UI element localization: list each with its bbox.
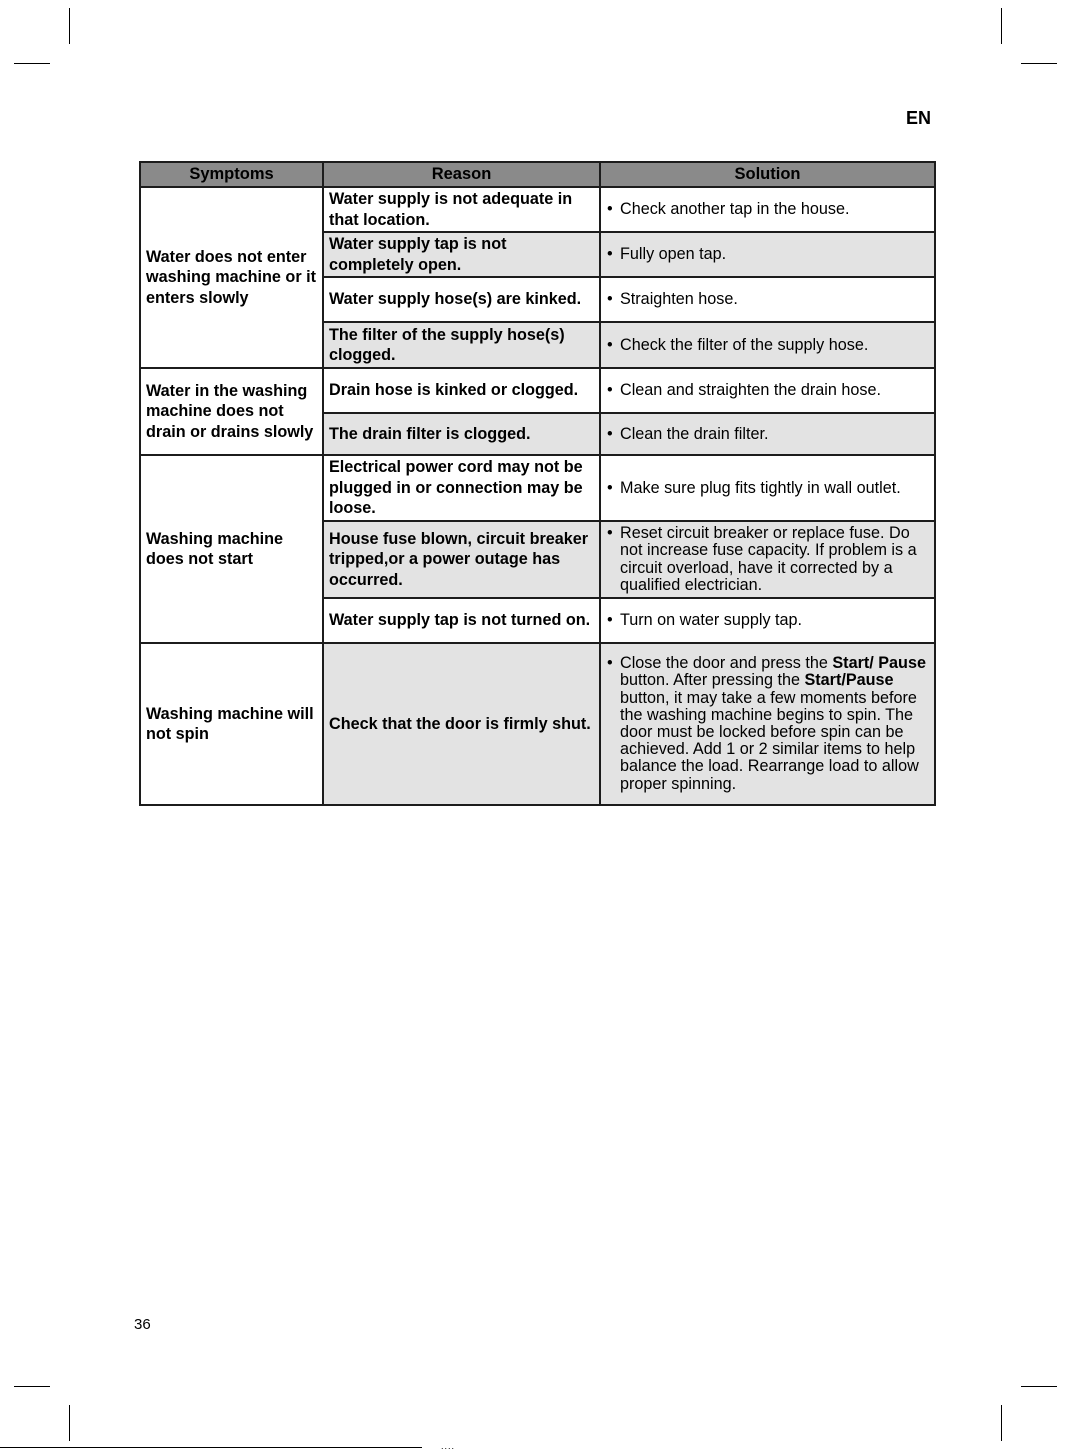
bullet-icon: • xyxy=(607,245,613,264)
footer-dots: .... xyxy=(441,1441,456,1451)
solution-text: Straighten hose. xyxy=(620,290,738,309)
reason-cell: The drain filter is clogged. xyxy=(323,413,600,455)
solution-text: Clean and straighten the drain hose. xyxy=(620,381,881,400)
reason-cell: House fuse blown, circuit breaker tripped,or a power outage has occurred. xyxy=(323,521,600,598)
bullet-icon: • xyxy=(607,654,613,673)
crop-mark xyxy=(1021,1386,1057,1387)
solution-text-part: Close the door and press the xyxy=(620,654,833,673)
symptom-cell: Washing machine will not spin xyxy=(140,643,323,805)
solution-cell xyxy=(600,521,935,598)
table-row xyxy=(140,643,935,805)
crop-mark xyxy=(14,63,50,64)
solution-text: Check another tap in the house. xyxy=(620,200,850,219)
reason-cell: Water supply is not adequate in that location. xyxy=(323,187,600,232)
solution-text-part: button, it may take a few moments before the washing machine begins to spin. The door must be locked before spin can be achieved. Add 1 or 2 similar items to help balance the load. Rearrange load to allow proper spinning. xyxy=(620,688,919,793)
symptom-cell: Water in the washing machine does not drain or drains slowly xyxy=(140,368,323,455)
start-pause-label: Start/Pause xyxy=(804,671,894,690)
solution-cell xyxy=(600,277,935,322)
bullet-icon: • xyxy=(607,611,613,630)
table-row xyxy=(140,187,935,232)
solution-cell xyxy=(600,368,935,413)
footer-rule xyxy=(0,1447,422,1448)
reason-cell: Electrical power cord may not be plugged in or connection may be loose. xyxy=(323,455,600,521)
solution-text: Reset circuit breaker or replace fuse. Do not increase fuse capacity. If problem is a circuit overload, have it corrected by a qualified electrician. xyxy=(620,524,917,594)
solution-text: Make sure plug fits tightly in wall outlet. xyxy=(620,478,901,497)
symptom-cell: Water does not enter washing machine or it enters slowly xyxy=(140,187,323,368)
solution-cell xyxy=(600,455,935,521)
crop-mark xyxy=(1021,63,1057,64)
bullet-icon: • xyxy=(607,381,613,400)
symptom-cell: Washing machine does not start xyxy=(140,455,323,643)
table-header-row xyxy=(140,162,935,187)
crop-mark xyxy=(14,1386,50,1387)
solution-cell xyxy=(600,643,935,805)
bullet-icon: • xyxy=(607,424,613,443)
bullet-icon: • xyxy=(607,478,613,497)
reason-cell: Drain hose is kinked or clogged. xyxy=(323,368,600,413)
crop-mark xyxy=(69,1405,70,1441)
table-row xyxy=(140,455,935,521)
language-label: EN xyxy=(906,108,932,128)
reason-cell: The filter of the supply hose(s) clogged. xyxy=(323,322,600,368)
reason-cell: Check that the door is firmly shut. xyxy=(323,643,600,805)
solution-text: Check the filter of the supply hose. xyxy=(620,335,869,354)
solution-text xyxy=(620,655,928,793)
crop-mark xyxy=(1001,1405,1002,1441)
table-row xyxy=(140,368,935,413)
start-pause-label: Start/ Pause xyxy=(832,654,926,673)
header-symptoms: Symptoms xyxy=(140,162,323,187)
solution-cell xyxy=(600,598,935,643)
solution-cell xyxy=(600,322,935,368)
solution-cell xyxy=(600,232,935,277)
solution-text: Clean the drain filter. xyxy=(620,424,769,443)
crop-mark xyxy=(69,8,70,44)
solution-text: Turn on water supply tap. xyxy=(620,611,803,630)
page-number: 36 xyxy=(134,1316,151,1333)
solution-cell xyxy=(600,187,935,232)
bullet-icon: • xyxy=(607,335,613,354)
reason-cell: Water supply tap is not completely open. xyxy=(323,232,600,277)
reason-cell: Water supply hose(s) are kinked. xyxy=(323,277,600,322)
bullet-icon: • xyxy=(607,200,613,219)
bullet-icon: • xyxy=(607,524,613,543)
solution-text: Fully open tap. xyxy=(620,245,727,264)
header-reason: Reason xyxy=(323,162,600,187)
crop-mark xyxy=(1001,8,1002,44)
troubleshooting-table xyxy=(139,161,936,806)
reason-cell: Water supply tap is not turned on. xyxy=(323,598,600,643)
bullet-icon: • xyxy=(607,290,613,309)
solution-cell xyxy=(600,413,935,455)
header-solution: Solution xyxy=(600,162,935,187)
solution-text-part: button. After pressing the xyxy=(620,671,805,690)
